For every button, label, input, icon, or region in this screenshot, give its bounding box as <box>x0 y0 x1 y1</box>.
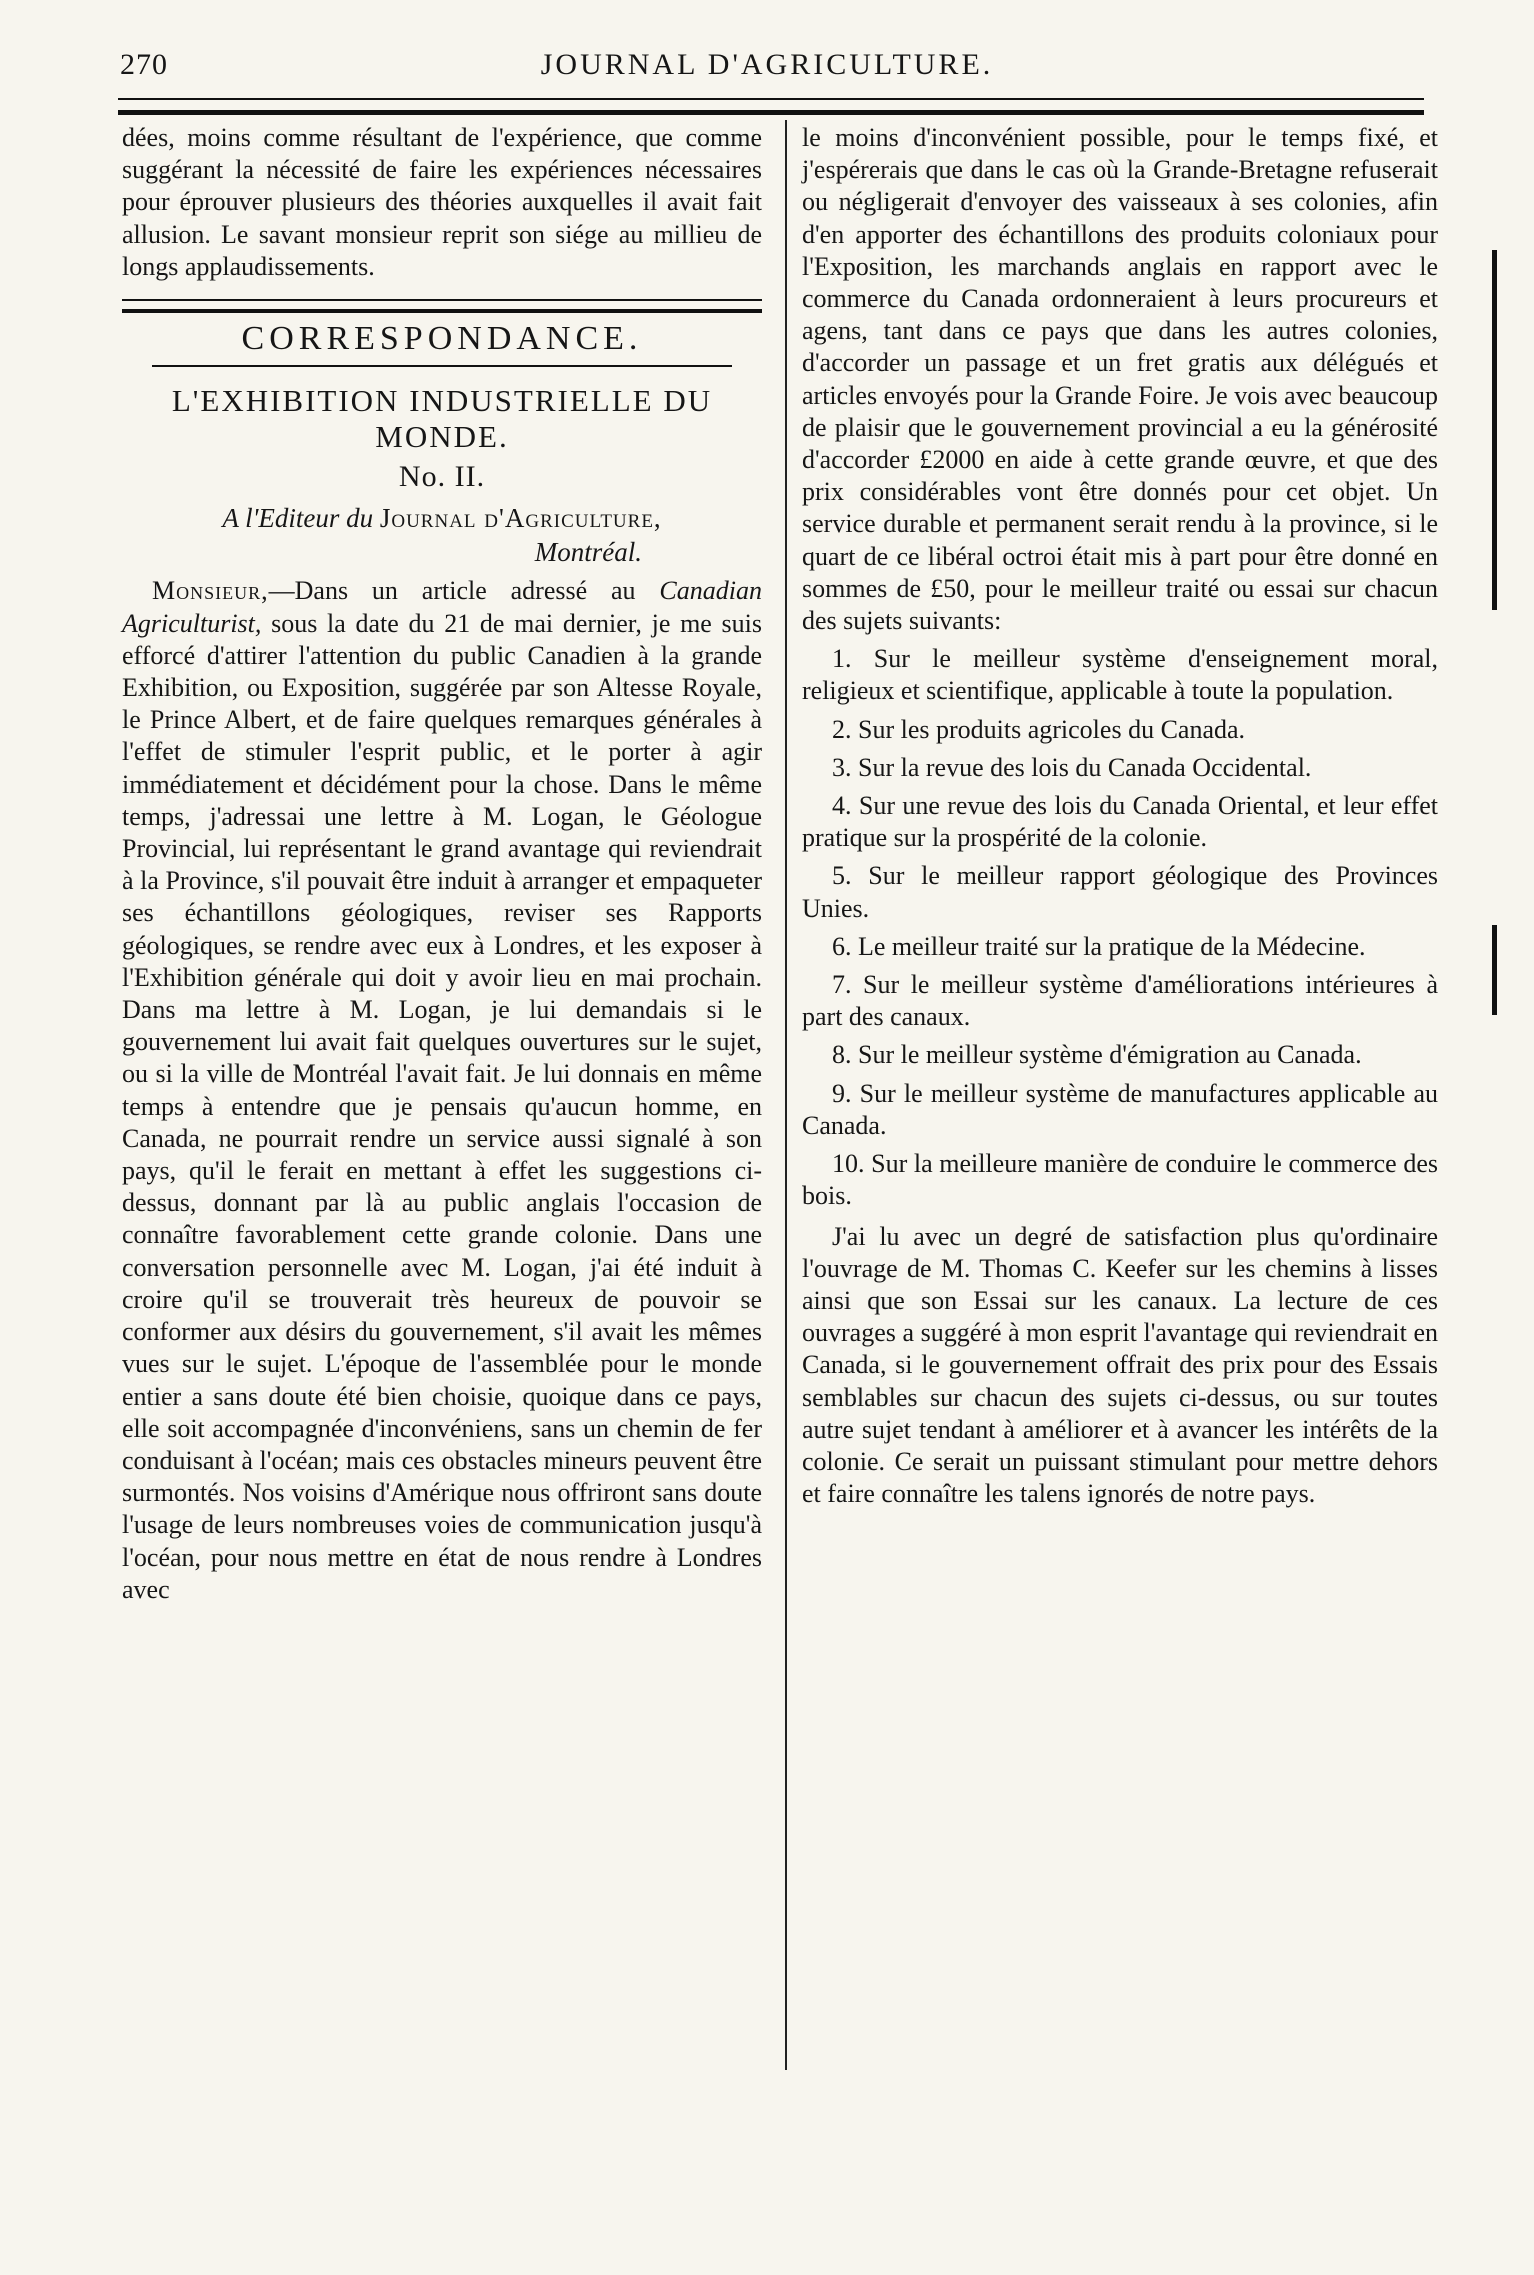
list-item: 8. Sur le meilleur système d'émigration au Canada. <box>832 1040 1362 1070</box>
article-title: L'EXHIBITION INDUSTRIELLE DU MONDE. <box>171 383 713 455</box>
section-divider <box>152 365 732 367</box>
letter-body <box>122 575 762 1606</box>
closing-paragraph: J'ai lu avec un degré de satisfaction plus qu'ordinaire l'ouvrage de M. Thomas C. Keefer sur les chemins à lisses ainsi que son Essai sur les canaux. La lecture de ces ouvrages a suggéré à mon esprit l'avantage qui reviendrait en Canada, si le gouvernement offrait des prix pour des Essais semblables sur chacun des sujets ci-dessus, ou sur toutes autre sujet tendant à améliorer et à avancer les intérêts de la colonie. Ce serait un puissant stimulant pour mettre dehors et faire connaître les talens ignorés de notre pays. <box>802 1221 1438 1509</box>
list-item: 4. Sur une revue des lois du Canada Oriental, et leur effet pratique sur la prospérité de la colonie. <box>802 791 1438 853</box>
address-place: Montréal. <box>534 537 642 568</box>
right-continuation-text: le moins d'inconvénient possible, pour le temps fixé, et j'espérerais que dans le cas où la Grande-Bretagne refuserait ou négligerait d'envoyer des vaisseaux à ses colonies, afin d'en apporter des échantillons des produits coloniaux pour l'Exposition, les marchands anglais en rapport avec le commerce du Canada ordonneraient à leurs procureurs et agens, tant dans ce pays que dans les autres colonies, d'accorder un passage et un fret gratis aux délégués et articles envoyés pour la Grande Foire. Je vois avec beaucoup de plaisir que le gouvernement provincial a eu la générosité d'accorder £2000 en aide à cette grande œuvre, et que des prix considérables vont être donnés pour cet objet. Un service durable et permanent serait rendu à la province, si le quart de ce libéral octroi était mis à part pour être donné en sommes de £50, pour le meilleur traité ou essai sur chacun des sujets suivants: <box>802 123 1438 636</box>
list-item: 3. Sur la revue des lois du Canada Occidental. <box>832 752 1312 782</box>
column-divider <box>785 120 787 2070</box>
list-item: 10. Sur la meilleure manière de conduire le commerce des bois. <box>802 1149 1438 1211</box>
address-prefix: A l'Editeur du <box>222 503 374 534</box>
section-rule <box>122 299 762 313</box>
body-text: sous la date du 21 de mai dernier, je me suis efforcé d'attirer l'attention du public Canadien à la grande Exhibition, ou Exposition, suggérée par son Altesse Royale, le Prince Albert, et de faire quelques remarques générales à l'effet de stimuler l'esprit public, et le porter à agir immédiatement et décidément pour la chose. Dans le même temps, j'adressai une lettre à M. Logan, le Géologue Provincial, lui représentant le grand avantage qui reviendrait à la Province, s'il pouvait être induit à arranger et empaqueter ses échantillons géologiques, reviser ses Rapports géologiques, se rendre avec eux à Londres, et les exposer à l'Exhibition générale qui doit y avoir lieu en mai prochain. Dans ma lettre à M. Logan, je lui demandais si le gouvernement lui avait fait quelques ouvertures sur le sujet, ou si la ville de Montréal l'avait fait. Je lui donnais en même temps à entendre que je pensais qu'aucun homme, en Canada, ne pourrait rendre un service aussi signalé à son pays, qu'il le ferait en mettant à effet les suggestions ci-dessus, donnant par là au public anglais l'occasion de connaître favorablement cette grande colonie. Dans une conversation personnelle avec M. Logan, j'ai été induit à croire qu'il se trouverait très heureux de pouvoir se conformer aux désirs du gouvernement, s'il avait les mêmes vues sur le sujet. L'époque de l'assemblée pour le monde entier a sans doute été bien choisie, quoique dans ce pays, elle soit accompagnée d'inconvéniens, sans un chemin de fer conduisant à l'océan; mais ces obstacles mineurs peuvent être surmontés. Nos voisins d'Amérique nous offriront sans doute l'usage de leurs nombreuses voies de communication jusqu'à l'océan, pour nous mettre en état de nous rendre à Londres avec <box>122 608 762 1604</box>
body-journal-name: Canadian Agriculturist, <box>122 576 762 638</box>
article-number: No. II. <box>398 460 486 494</box>
list-item: 7. Sur le meilleur système d'améliorations intérieures à part des canaux. <box>802 970 1438 1032</box>
running-title: JOURNAL D'AGRICULTURE. <box>540 48 994 81</box>
list-item: 2. Sur les produits agricoles du Canada. <box>832 714 1246 744</box>
page-header <box>120 38 1414 98</box>
page-number: 270 <box>120 48 168 81</box>
letter-address <box>122 501 762 569</box>
list-item: 6. Le meilleur traité sur la pratique de la Médecine. <box>832 931 1366 961</box>
margin-mark <box>1492 250 1497 610</box>
address-journal: Journal d'Agriculture, <box>379 503 662 534</box>
left-column <box>122 122 762 1606</box>
list-item: 1. Sur le meilleur système d'enseignement moral, religieux et scientifique, applicable à toute la population. <box>802 644 1438 706</box>
list-item: 9. Sur le meilleur système de manufactures applicable au Canada. <box>802 1078 1438 1140</box>
subject-list <box>802 643 1438 1212</box>
header-rule <box>118 98 1424 115</box>
section-title: CORRESPONDANCE. <box>241 320 643 358</box>
right-column <box>802 122 1438 1510</box>
list-item: 5. Sur le meilleur rapport géologique des Provinces Unies. <box>802 861 1438 923</box>
salutation: Monsieur, <box>152 576 269 606</box>
body-intro: —Dans un article adressé au <box>268 576 636 606</box>
left-continuation-text: dées, moins comme résultant de l'expérience, que comme suggérant la nécessité de faire les expériences nécessaires pour éprouver plusieurs des théories auxquelles il avait fait allusion. Le savant monsieur reprit son siége au millieu de longs applaudissements. <box>122 123 762 281</box>
margin-mark <box>1492 925 1497 1015</box>
